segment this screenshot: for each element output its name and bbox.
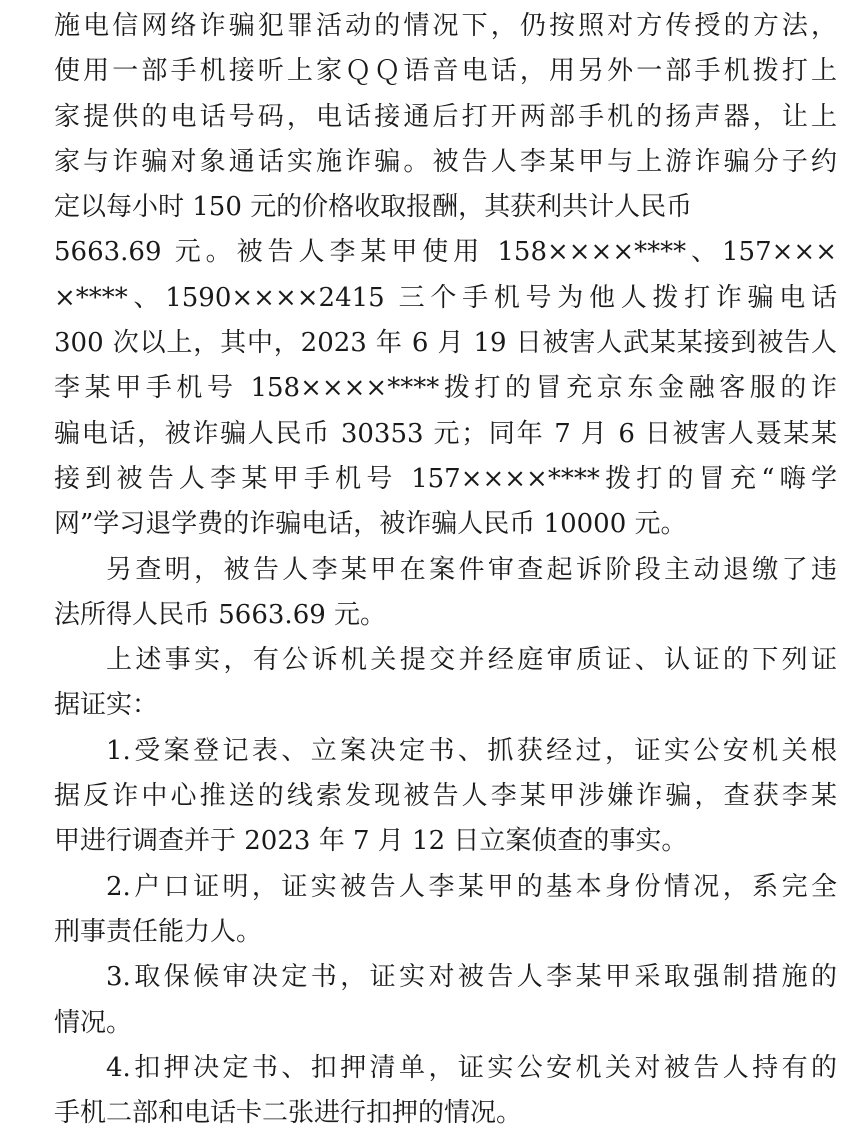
text-line: 李某甲手机号 158××××****拨打的冒充京东金融客服的诈 xyxy=(54,373,837,404)
list-item-3-first-line: 3.取保候审决定书，证实对被告人李某甲采取强制措施的 xyxy=(106,962,837,993)
paragraph-first-line: 另查明，被告人李某甲在案件审查起诉阶段主动退缴了违 xyxy=(106,554,837,585)
paragraph-first-line: 上述事实，有公诉机关提交并经庭审质证、认证的下列证 xyxy=(106,645,837,676)
text-line: 接到被告人李某甲手机号 157××××****拨打的冒充“嗨学 xyxy=(54,463,837,494)
text-line: 据反诈中心推送的线索发现被告人李某甲涉嫌诈骗，查获李某 xyxy=(54,781,837,812)
text-line: 情况。 xyxy=(54,1007,133,1038)
text-line: ×****、1590××××2415 三个手机号为他人拨打诈骗电话 xyxy=(54,282,837,313)
text-line: 300 次以上，其中，2023 年 6 月 19 日被害人武某某接到被告人 xyxy=(54,328,837,359)
text-line: 骗电话，被诈骗人民币 30353 元；同年 7 月 6 日被害人聂某某 xyxy=(54,418,837,449)
text-line: 使用一部手机接听上家ＱＱ语音电话，用另外一部手机拨打上 xyxy=(54,56,837,87)
text-line: 网”学习退学费的诈骗电话，被诈骗人民币 10000 元。 xyxy=(54,509,687,540)
text-line: 据证实： xyxy=(54,690,159,721)
text-line: 家提供的电话号码，电话接通后打开两部手机的扬声器，让上 xyxy=(54,101,837,132)
text-line: 家与诈骗对象通话实施诈骗。被告人李某甲与上游诈骗分子约 xyxy=(54,146,837,177)
text-line: 法所得人民币 5663.69 元。 xyxy=(54,599,387,630)
text-line: 施电信网络诈骗犯罪活动的情况下，仍按照对方传授的方法， xyxy=(54,11,837,41)
list-item-2-first-line: 2.户口证明，证实被告人李某甲的基本身份情况，系完全 xyxy=(106,871,837,902)
text-line: 手机二部和电话卡二张进行扣押的情况。 xyxy=(54,1098,523,1129)
text-line: 定以每小时 150 元的价格收取报酬，其获利共计人民币 xyxy=(54,192,693,223)
list-item-1-first-line: 1.受案登记表、立案决定书、抓获经过，证实公安机关根 xyxy=(106,735,837,766)
text-line: 5663.69 元。被告人李某甲使用 158××××****、157××× xyxy=(54,237,837,268)
text-line: 刑事责任能力人。 xyxy=(54,916,263,947)
text-line: 甲进行调查并于 2023 年 7 月 12 日立案侦查的事实。 xyxy=(54,826,688,857)
list-item-4-first-line: 4.扣押决定书、扣押清单，证实公安机关对被告人持有的 xyxy=(106,1052,837,1083)
